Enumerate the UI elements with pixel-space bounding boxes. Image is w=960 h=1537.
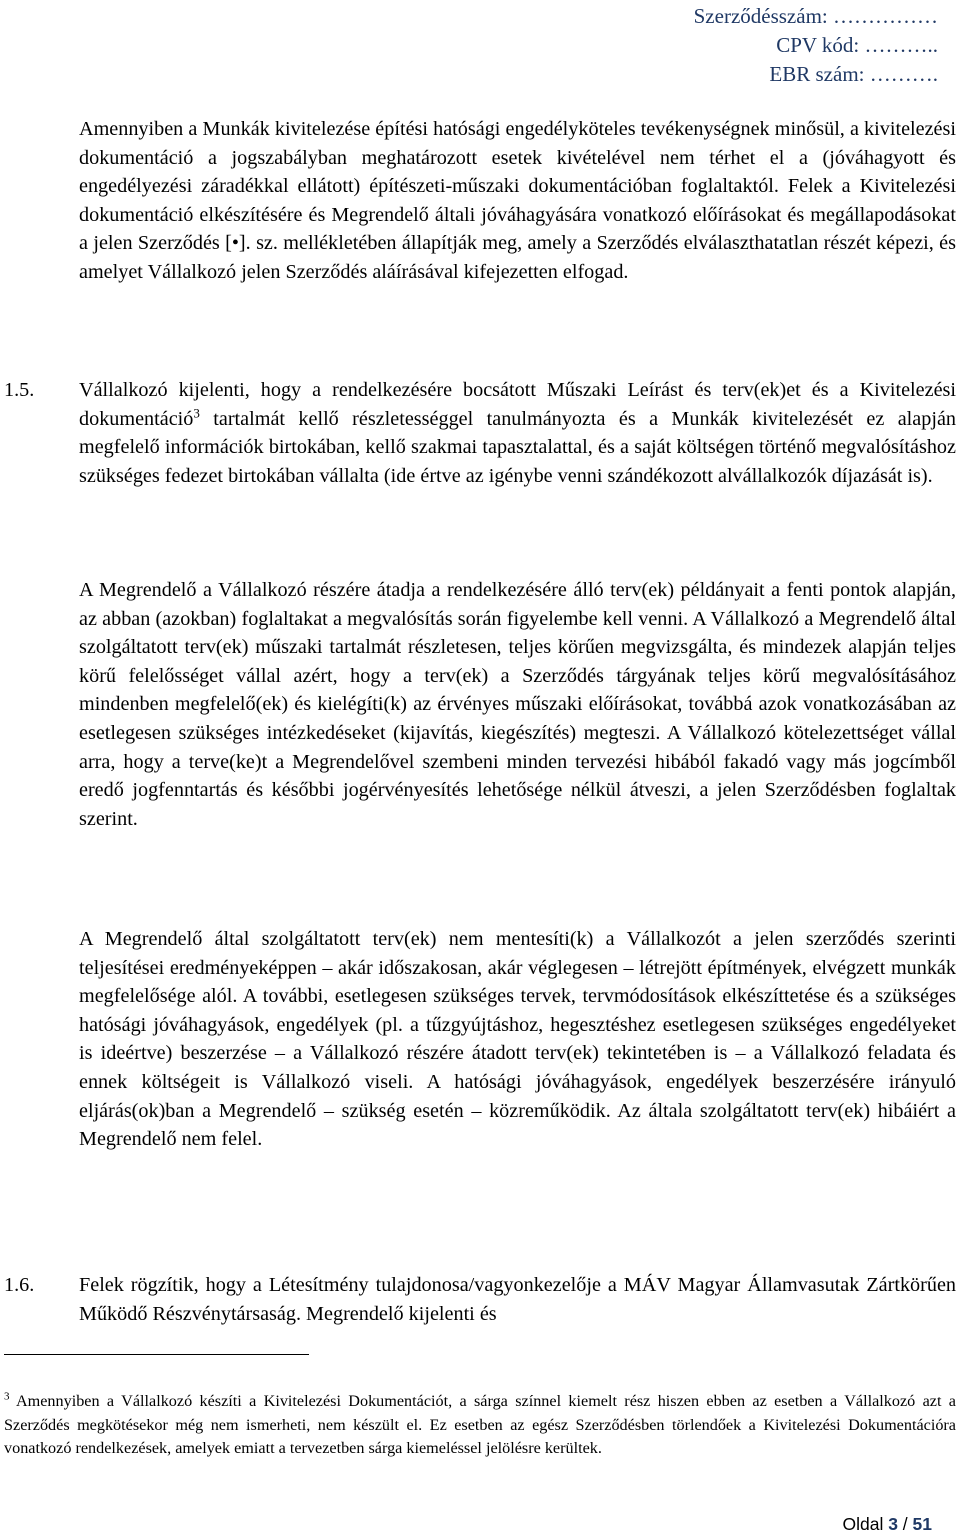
section-1-6-paragraph: Felek rögzítik, hogy a Létesítmény tulajdonosa/vagyonkezelője a MÁV Magyar Államvasutak Zártkörűen Működő Részvénytársaság. Megrendelő kijelenti és <box>79 1274 956 1325</box>
footnote-text: Amennyiben a Vállalkozó készíti a Kivitelezési Dokumentációt, a sárga színnel kiemelt rész hiszen ebben az esetben a Vállalkozó azt a Szerződés megkötésekor még nem ismerheti, nem készült el. Ez esetben az egész Szerződésben törlendőek a Kivitelezési Dokumentációra vonatkozó rendelkezések, amelyek emiatt a tervezetben sárga kiemeléssel jelölésre kerültek. <box>4 1392 956 1458</box>
section-number-1-6: 1.6. <box>4 1274 35 1296</box>
section-number-1-5: 1.5. <box>4 379 35 401</box>
footnote-separator <box>4 1354 309 1355</box>
page-label: Oldal <box>842 1514 889 1534</box>
section-1-5-paragraph-3: A Megrendelő által szolgáltatott terv(ek) nem mentesíti(k) a Vállalkozót a jelen szerződés szerinti teljesítései eredményeképpen – akár időszakosan, akár véglegesen – létrejött építmények, elvégzett munkák megfelelősége alól. A további, esetlegesen szükséges tervek, tervmódosítások elkészíttetése és a szükséges hatósági jóváhagyások, engedélyek (pl. a tűzgyújtáshoz, hegesztéshez esetlegesen szükséges engedélyeket is ideértve) beszerzése – a Vállalkozó részére átadott terv(ek) tekintetében is – a Vállalkozó feladata és ennek költségeit is Vállalkozó viseli. A hatósági jóváhagyások, engedélyek beszerzésére irányuló eljárás(ok)ban a Megrendelő – szükség esetén – közreműködik. Az általa szolgáltatott terv(ek) hibáiért a Megrendelő nem felel. <box>79 928 956 1151</box>
document-header <box>694 2 938 89</box>
contract-number: Szerződésszám: …………… <box>693 4 938 28</box>
current-page: 3 <box>888 1514 898 1534</box>
section-1-5-text-a: Vállalkozó kijelenti, hogy a rendelkezésére bocsátott Műszaki Leírást és terv(ek)et és a Kivitelezési dokumentáció <box>79 379 956 430</box>
section-1-5-paragraph-2: A Megrendelő a Vállalkozó részére átadja a rendelkezésére álló terv(ek) példányait a fenti pontok alapján, az abban (azokban) foglaltakat a megvalósítás során figyelembe kell venni. A Vállalkozó a Megrendelő által szolgáltatott terv(ek) műszaki tartalmát részletesen, teljes körűen megvizsgálta, és mindezek alapján teljes körű felelősséget vállal azért, hogy a terv(ek) a Szerződés tárgyának teljes körű megvalósításához mindenben megfelelő(ek) és kielégíti(k) az érvényes műszaki előírásokat, továbbá azok vonatkozásában az esetlegesen szükséges intézkedéseket (kijavítás, kiegészítés) megteszi. A Vállalkozó kötelezettséget vállal arra, hogy a terve(ke)t a Megrendelővel szembeni minden tervezési hibából fakadó vagy más jogcímből eredő jogfenntartás és későbbi jogérvényesítés lehetősége nélkül átveszi, a jelen Szerződésben foglaltak szerint. <box>79 579 956 830</box>
page-number <box>842 1513 932 1535</box>
cpv-code: CPV kód: ……….. <box>776 33 938 57</box>
footnote <box>4 1390 956 1461</box>
footnote-mark: 3 <box>4 1390 10 1403</box>
intro-paragraph: Amennyiben a Munkák kivitelezése építési hatósági engedélyköteles tevékenységnek minősül, a kivitelezési dokumentáció a jogszabályban meghatározott esetek kivételével nem térhet el a (jóváhagyott és engedélyezési záradékkal ellátott) építészeti-műszaki dokumentációban foglaltaktól. Felek a Kivitelezési dokumentáció elkészítésére és Megrendelő általi jóváhagyására vonatkozó előírásokat és megállapodásokat a jelen Szerződés [•]. sz. mellékletében állapítják meg, amely a Szerződés elválaszthatatlan részét képezi, és amelyet Vállalkozó jelen Szerződés aláírásával kifejezetten elfogad. <box>79 118 956 283</box>
section-1-5-text-b: tartalmát kellő részletességgel tanulmányozta és a Munkák kivitelezését ez alapján megfelelő információk birtokában, kellő szakmai tapasztalattal, és a saját költségen történő megvalósításhoz szükséges fedezet birtokában vállalta (ide értve az igénybe venni szándékozott alvállalkozók díjazását is). <box>79 407 956 487</box>
total-pages: 51 <box>912 1514 932 1534</box>
page-separator: / <box>897 1514 913 1534</box>
ebr-number: EBR szám: ………. <box>769 62 938 86</box>
footnote-reference[interactable]: 3 <box>193 404 200 420</box>
section-1-5-paragraph-1 <box>79 376 956 490</box>
